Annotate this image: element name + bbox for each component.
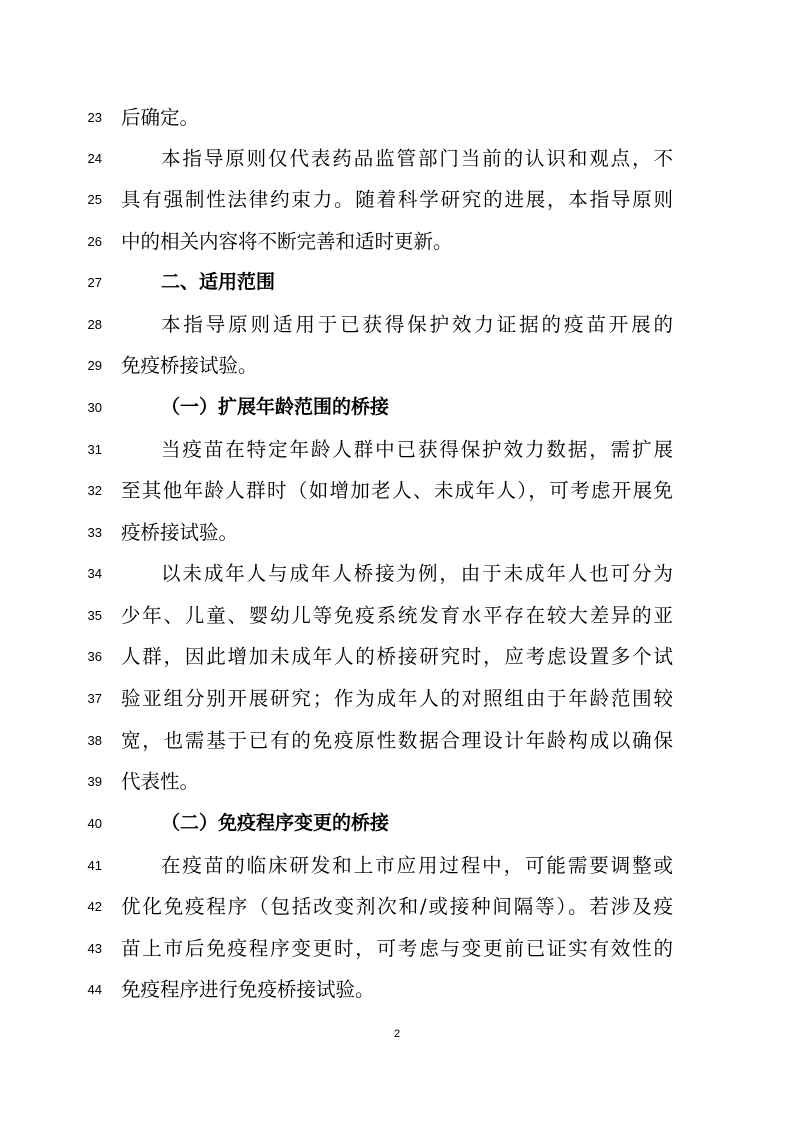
line-number: 38 — [87, 733, 102, 748]
line-number: 35 — [87, 608, 102, 623]
section-heading: 二、适用范围 — [161, 271, 276, 293]
paragraph-text: 当疫苗在特定年龄人群中已获得保护效力数据，需扩展 — [161, 438, 673, 461]
line-28 — [0, 304, 794, 345]
line-37 — [0, 678, 794, 719]
line-number: 41 — [87, 858, 102, 873]
paragraph-text: 验亚组分别开展研究；作为成年人的对照组由于年龄范围较 — [121, 687, 673, 710]
line-24 — [0, 138, 794, 179]
subsection-heading: （一）扩展年龄范围的桥接 — [161, 396, 390, 418]
line-34 — [0, 553, 794, 594]
line-number: 24 — [87, 151, 102, 166]
paragraph-text: 本指导原则适用于已获得保护效力证据的疫苗开展的 — [161, 313, 673, 336]
line-number: 44 — [87, 982, 102, 997]
paragraph-text: 具有强制性法律约束力。随着科学研究的进展，本指导原则 — [121, 188, 673, 211]
line-40 — [0, 803, 794, 844]
line-43 — [0, 928, 794, 969]
line-number: 37 — [87, 691, 102, 706]
paragraph-text: 中的相关内容将不断完善和适时更新。 — [121, 230, 453, 253]
line-33 — [0, 512, 794, 553]
line-44 — [0, 969, 794, 1010]
paragraph-text: 本指导原则仅代表药品监管部门当前的认识和观点，不 — [161, 147, 673, 170]
line-number: 40 — [87, 816, 102, 831]
line-31 — [0, 429, 794, 470]
line-number: 32 — [87, 483, 102, 498]
line-41 — [0, 845, 794, 886]
line-number: 36 — [87, 649, 102, 664]
line-32 — [0, 470, 794, 511]
line-25 — [0, 179, 794, 220]
paragraph-text: 人群，因此增加未成年人的桥接研究时，应考虑设置多个试 — [121, 645, 673, 668]
line-number: 27 — [87, 275, 102, 290]
paragraph-text: 以未成年人与成年人桥接为例，由于未成年人也可分为 — [161, 562, 673, 585]
paragraph-text: 免疫程序进行免疫桥接试验。 — [121, 978, 375, 1001]
line-number: 25 — [87, 192, 102, 207]
line-number: 29 — [87, 358, 102, 373]
paragraph-text: 宽，也需基于已有的免疫原性数据合理设计年龄构成以确保 — [121, 729, 673, 752]
paragraph-text: 至其他年龄人群时（如增加老人、未成年人），可考虑开展免 — [121, 479, 673, 502]
line-number: 23 — [87, 110, 102, 125]
subsection-heading: （二）免疫程序变更的桥接 — [161, 812, 390, 834]
line-30 — [0, 387, 794, 428]
line-35 — [0, 595, 794, 636]
paragraph-text: 在疫苗的临床研发和上市应用过程中，可能需要调整或 — [161, 854, 673, 877]
paragraph-text: 代表性。 — [121, 770, 200, 793]
line-number: 28 — [87, 317, 102, 332]
paragraph-text: 苗上市后免疫程序变更时，可考虑与变更前已证实有效性的 — [121, 937, 673, 960]
paragraph-text: 免疫桥接试验。 — [121, 354, 258, 377]
line-38 — [0, 720, 794, 761]
line-number: 30 — [87, 400, 102, 415]
line-number: 31 — [87, 442, 102, 457]
line-number: 26 — [87, 234, 102, 249]
line-number: 42 — [87, 899, 102, 914]
line-number: 34 — [87, 566, 102, 581]
paragraph-text: 优化免疫程序（包括改变剂次和/或接种间隔等）。若涉及疫 — [121, 895, 673, 918]
line-42 — [0, 886, 794, 927]
line-number: 33 — [87, 525, 102, 540]
paragraph-text: 疫桥接试验。 — [121, 521, 239, 544]
line-number: 39 — [87, 774, 102, 789]
line-36 — [0, 636, 794, 677]
page-number: 2 — [393, 1028, 401, 1040]
line-39 — [0, 761, 794, 802]
line-29 — [0, 345, 794, 386]
line-26 — [0, 221, 794, 262]
paragraph-text: 少年、儿童、婴幼儿等免疫系统发育水平存在较大差异的亚 — [121, 604, 673, 627]
line-number: 43 — [87, 941, 102, 956]
line-27 — [0, 262, 794, 303]
paragraph-text: 后确定。 — [121, 106, 200, 129]
line-23 — [0, 97, 794, 138]
